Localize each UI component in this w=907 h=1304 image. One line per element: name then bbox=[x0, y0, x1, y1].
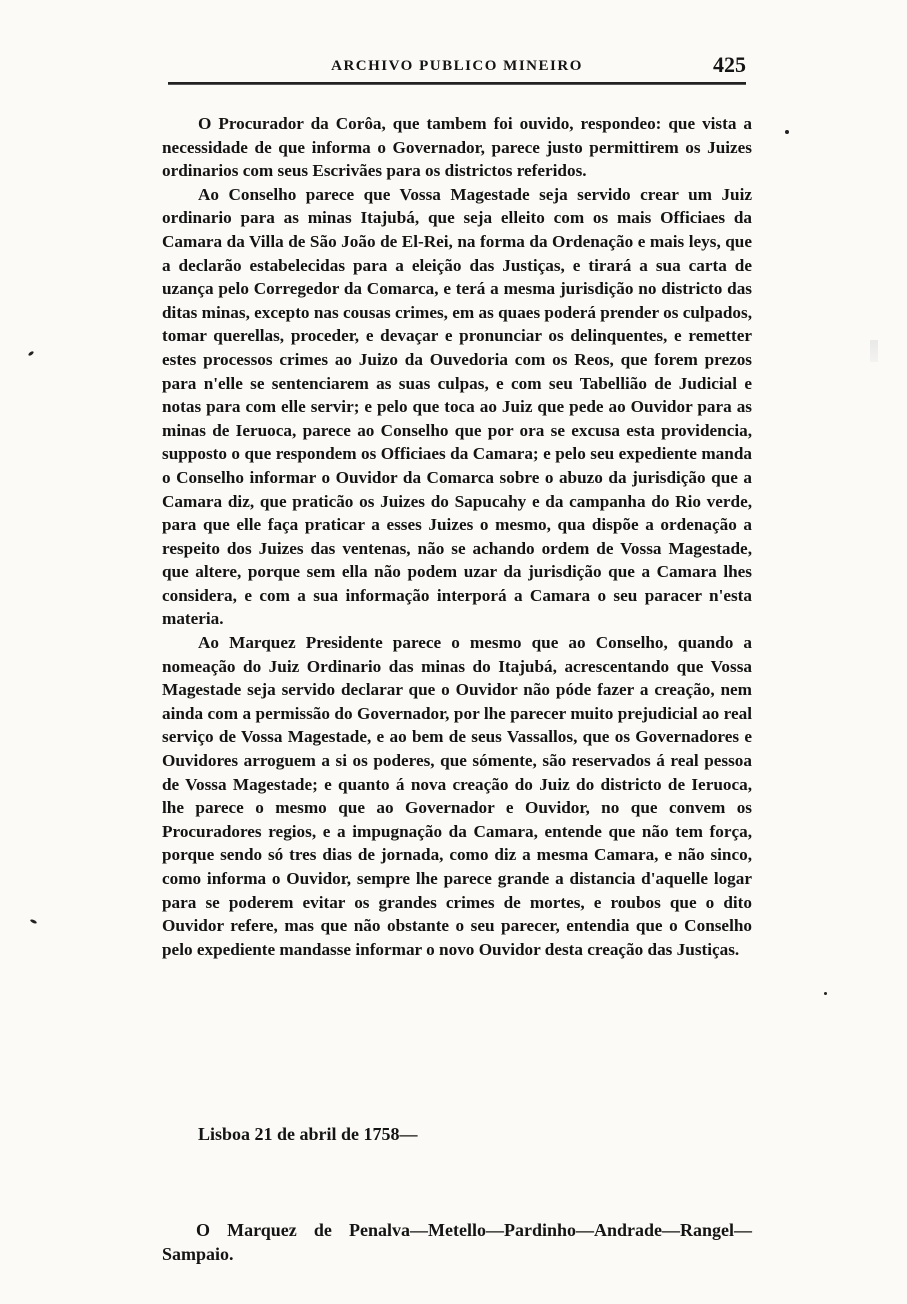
paragraph-conselho: Ao Conselho parece que Vossa Magestade seja servido crear um Juiz ordinario para as minas Itajubá, que seja elleito com os mais Officiaes da Camara da Villa de São João de El-Rei, na forma da Ordenação e mais leys, que a declarão estabelecidas para a eleição das Justiças, e tirará a sua carta de uzança pelo Corregedor da Comarca, e terá a mesma jurisdição no districto das ditas minas, excepto nas cousas crimes, em as quaes poderá prender os culpados, tomar querellas, proceder, e devaçar e pronunciar os delinquentes, e remetter estes processos crimes ao Juizo da Ouvedoria com os Reos, que forem prezos para n'elle se sentenciarem as suas culpas, e com seu Tabellião de Judicial e notas para com elle servir; e pelo que toca ao Juiz que pede ao Ouvidor para as minas de Ieruoca, parece ao Conselho que por ora se excusa esta providencia, supposto o que respondem os Officiaes da Camara; e pelo seu expediente manda o Conselho informar o Ouvidor da Comarca sobre o abuzo da jurisdição que a Camara diz, que praticão os Juizes do Sapucahy e da campanha do Rio verde, para que elle faça praticar a esses Juizes o mesmo, qua dispõe a ordenação a respeito dos Juizes das ventenas, não se achando ordem de Vossa Magestade, que altere, porque sem ella não podem uzar da jurisdição que a Camara lhes considera, e com a sua informação interporá a Camara o seu paracer n'esta materia. bbox=[162, 184, 752, 629]
page-number: 425 bbox=[713, 52, 746, 77]
ink-speck bbox=[28, 351, 35, 357]
faint-stamp bbox=[350, 1170, 430, 1210]
body-text bbox=[162, 112, 752, 961]
running-header bbox=[168, 52, 746, 86]
header-title: ARCHIVO PUBLICO MINEIRO bbox=[331, 58, 583, 74]
paragraph-marquez: Ao Marquez Presidente parece o mesmo que ao Conselho, quando a nomeação do Juiz Ordinario das minas do Itajubá, acrescentando que Vossa Magestade seja servido declarar que o Ouvidor não póde fazer a creação, nem ainda com a permissão do Governador, por lhe parecer muito prejudicial ao real serviço de Vossa Magestade, e ao bem de seus Vassallos, que os Governadores e Ouvidores arroguem a si os poderes, que sómente, são reservados á real pessoa de Vossa Magestade; e quanto á nova creação do Juiz do districto de Ieruoca, lhe parece o mesmo que ao Governador e Ouvidor, no que convem os Procuradores regios, e a impugnação da Camara, entende que não tem força, porque sendo só tres dias de jornada, como diz a mesma Camara, e não sinco, como informa o Ouvidor, sempre lhe parece grande a distancia d'aquelle logar para se poderem evitar os grandes crimes de mortes, e roubos que o dito Ouvidor refere, mas que não obstante o seu parecer, entendia que o Conselho pelo expediente mandasse informar o novo Ouvidor desta creação das Justiças. bbox=[162, 633, 752, 959]
signatures: O Marquez de Penalva—Metello—Pardinho—Andrade—Rangel—Sampaio. bbox=[162, 1220, 752, 1264]
paragraph-procurador: O Procurador da Corôa, que tambem foi ouvido, respondeo: que vista a necessidade de que informa o Governador, parece justo permittirem os Juizes ordinarios com seus Escrivães para os districtos referidos. bbox=[162, 114, 752, 181]
ink-speck bbox=[785, 130, 789, 134]
ink-speck bbox=[824, 992, 827, 995]
margin-smudge bbox=[870, 340, 878, 362]
ink-speck bbox=[30, 919, 38, 925]
header-rule bbox=[168, 82, 746, 85]
date-line: Lisboa 21 de abril de 1758— bbox=[198, 1124, 418, 1144]
